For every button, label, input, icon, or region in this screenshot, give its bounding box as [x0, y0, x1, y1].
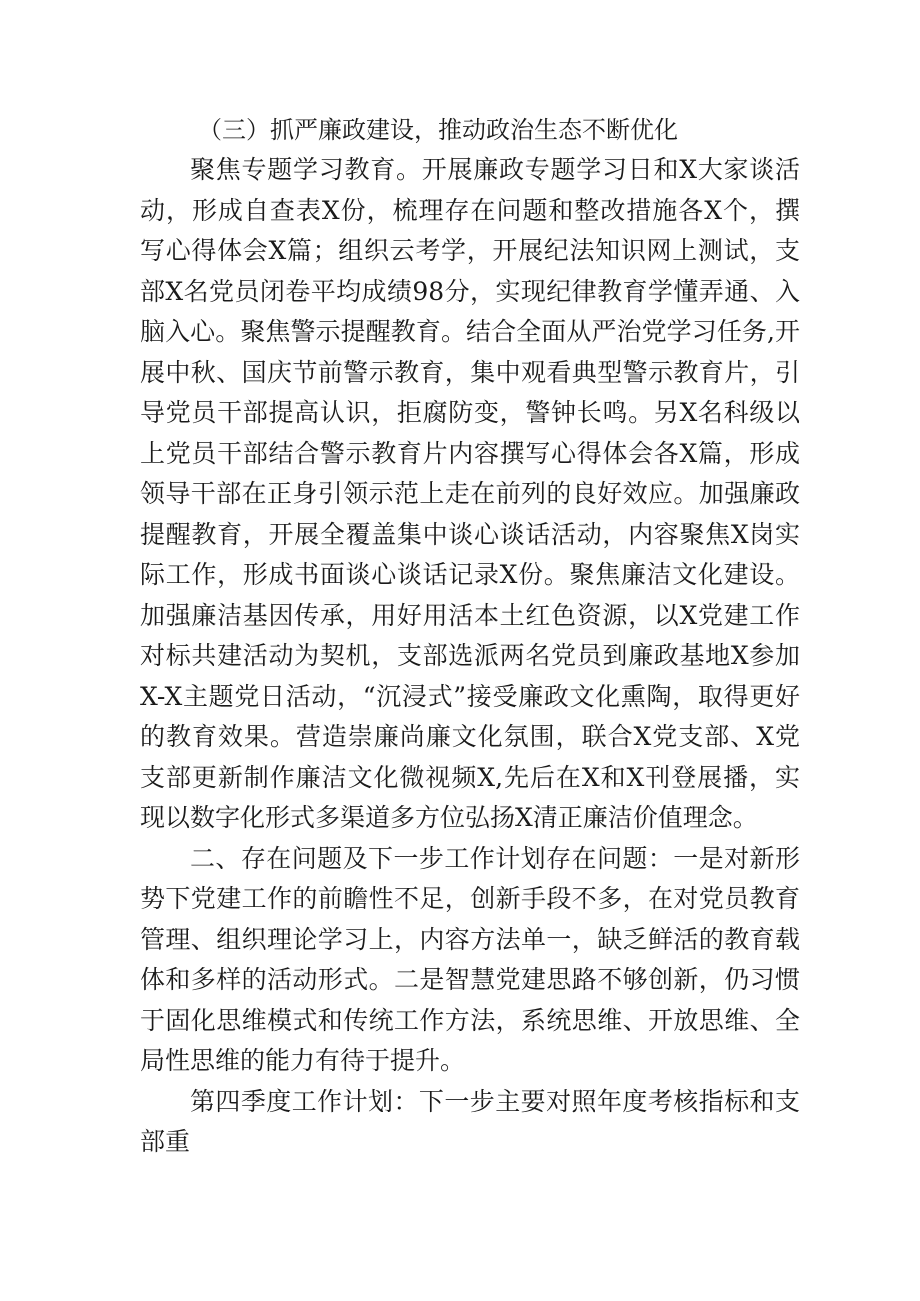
paragraph-discipline-education: 聚焦专题学习教育。开展廉政专题学习日和X大家谈活动，形成自查表X份，梳理存在问题和整改措施各X个，撰写心得体会X篇；组织云考学，开展纪法知识网上测试，支部X名党员闭卷平均成绩98分，实现纪律教育学懂弄通、入脑入心。聚焦警示提醒教育。结合全面从严治党学习任务,开展中秋、国庆节前警示教育，集中观看典型警示教育片，引导党员干部提高认识，拒腐防变，警钟长鸣。另X名科级以上党员干部结合警示教育片内容撰写心得体会各X篇，形成领导干部在正身引领示范上走在前列的良好效应。加强廉政提醒教育，开展全覆盖集中谈心谈话活动，内容聚焦X岗实际工作，形成书面谈心谈话记录X份。聚焦廉洁文化建设。加强廉洁基因传承，用好用活本土红色资源，以X党建工作对标共建活动为契机，支部选派两名党员到廉政基地X参加X-X主题党日活动，“沉浸式”接受廉政文化熏陶，取得更好的教育效果。营造崇廉尚廉文化氛围，联合X党支部、X党支部更新制作廉洁文化微视频X,先后在X和X刊登展播，实现以数字化形式多渠道多方位弘扬X清正廉洁价值理念。: [140, 155, 800, 832]
paragraph-problems-and-plan: 二、存在问题及下一步工作计划存在问题：一是对新形势下党建工作的前瞻性不足，创新手段不多，在对党员教育管理、组织理论学习上，内容方法单一，缺乏鲜活的教育载体和多样的活动形式。二是智慧党建思路不够创新，仍习惯于固化思维模式和传统工作方法，系统思维、开放思维、全局性思维的能力有待于提升。: [140, 843, 800, 1075]
section-heading: （三）抓严廉政建设，推动政治生态不断优化: [198, 116, 678, 144]
document-body: [140, 110, 800, 1163]
paragraph-q4-work-plan: 第四季度工作计划：下一步主要对照年度考核指标和支部重: [140, 1086, 800, 1156]
